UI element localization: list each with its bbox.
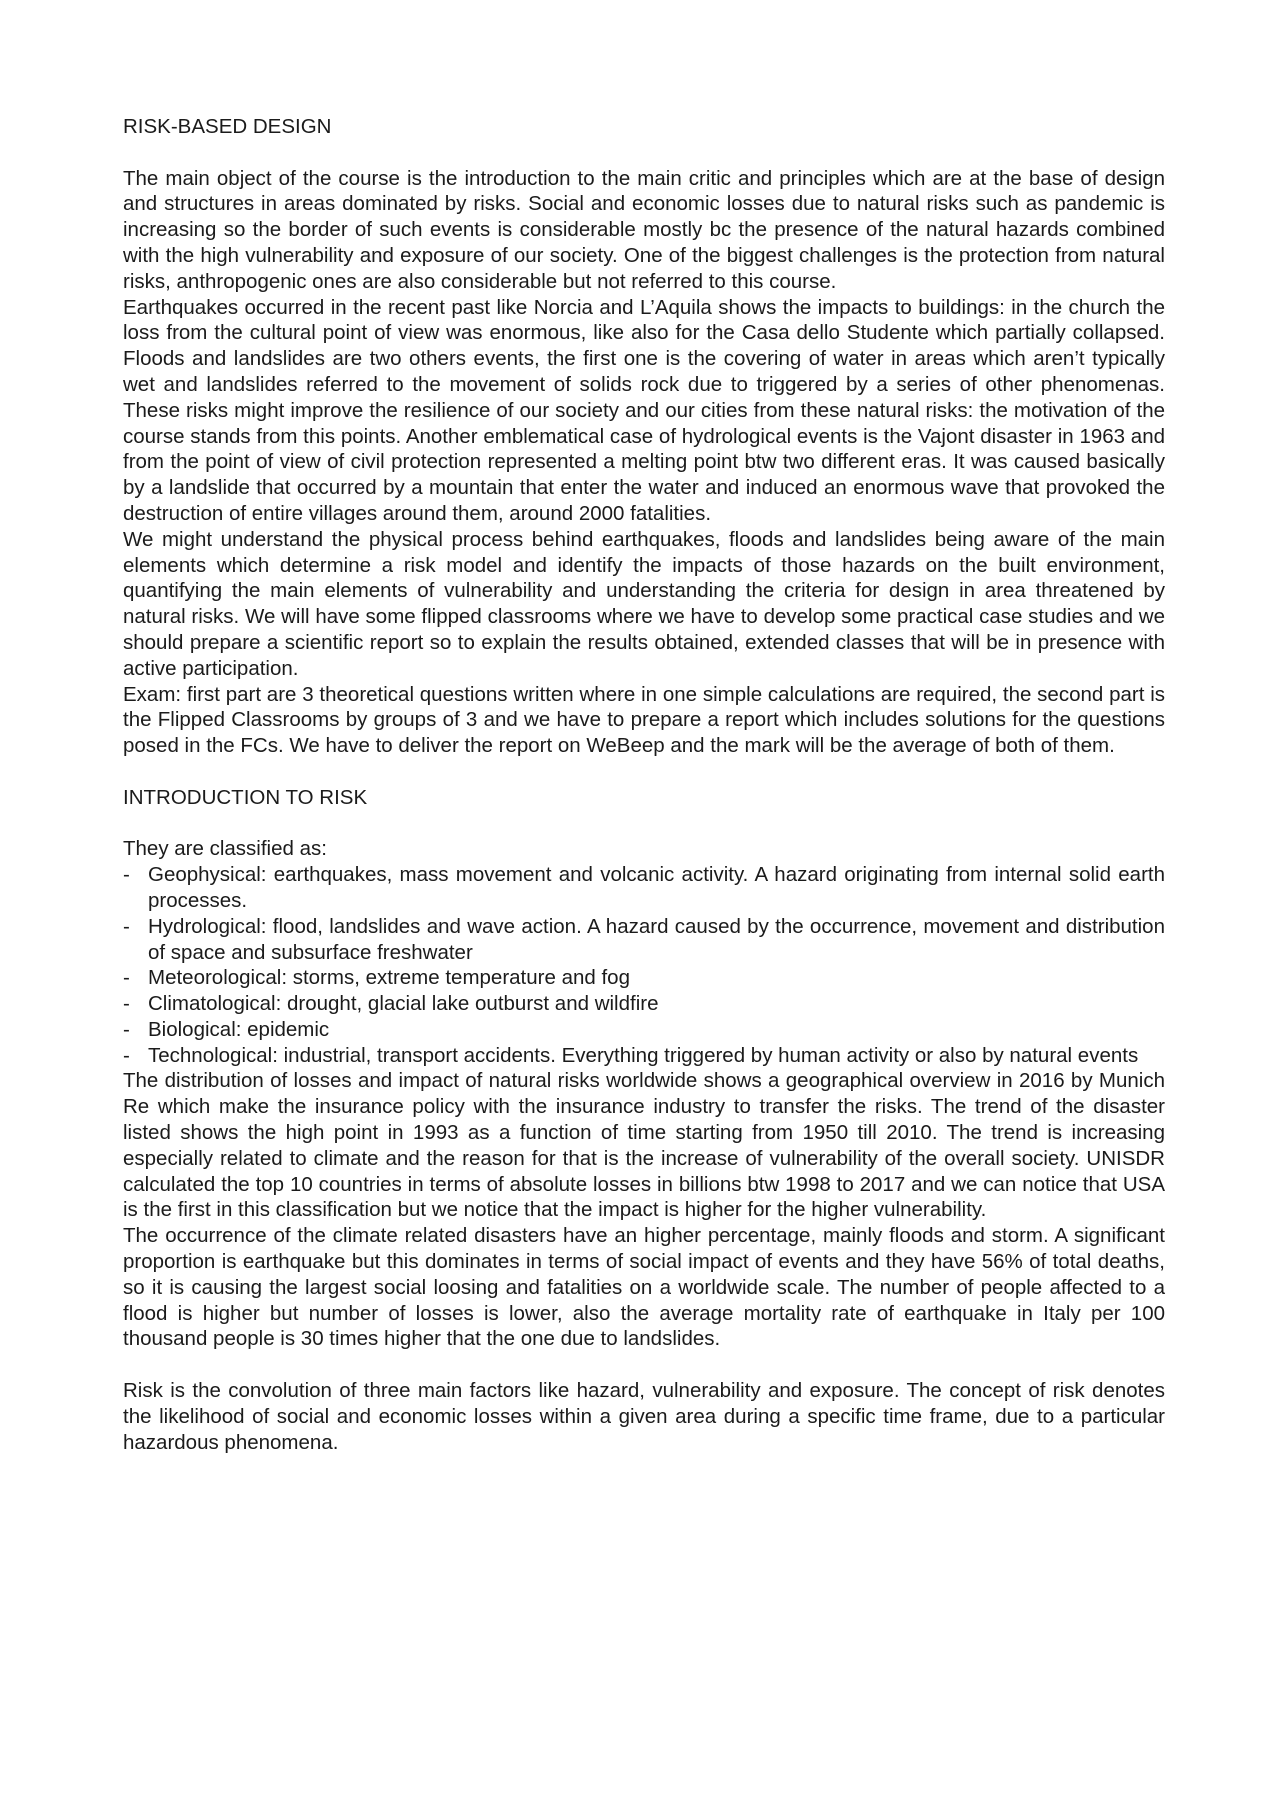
paragraph: Earthquakes occurred in the recent past like Norcia and L’Aquila shows the impacts to buildings: in the church the loss from the cultural point of view was enormous, like also for the Casa dello Studente which partially collapsed. Floods and landslides are two others events, the first one is the covering of water in areas which aren’t typically wet and landslides referred to the movement of solids rock due to triggered by a series of other phenomenas. These risks might improve the resilience of our society and our cities from these natural risks: the motivation of the course stands from this points. Another emblematical case of hydrological events is the Vajont disaster in 1963 and from the point of view of civil protection represented a melting point btw two different eras. It was caused basically by a landslide that occurred by a mountain that enter the water and induced an enormous wave that provoked the destruction of entire villages around them, around 2000 fatalities. — [123, 295, 1165, 525]
document-page — [123, 114, 1165, 1455]
list-item-text: Meteorological: storms, extreme temperature and fog — [148, 966, 630, 990]
list-item-text: Hydrological: flood, landslides and wave action. A hazard caused by the occurrence, movement and distribution of space and subsurface freshwater — [148, 914, 1165, 964]
list-item — [123, 991, 1165, 1017]
bullet-dash: - — [123, 863, 130, 887]
paragraph: We might understand the physical process behind earthquakes, floods and landslides being aware of the main elements which determine a risk model and identify the impacts of those hazards on the built environment, quantifying the main elements of vulnerability and understanding the criteria for design in area threatened by natural risks. We will have some flipped classrooms where we have to develop some practical case studies and we should prepare a scientific report so to explain the results obtained, extended classes that will be in presence with active participation. — [123, 527, 1165, 680]
list-item-text: Climatological: drought, glacial lake outburst and wildfire — [148, 992, 659, 1016]
paragraph: The main object of the course is the introduction to the main critic and principles which are at the base of design and structures in areas dominated by risks. Social and economic losses due to natural risks such as pandemic is increasing so the border of such events is considerable mostly bc the presence of the natural hazards combined with the high vulnerability and exposure of our society. One of the biggest challenges is the protection from natural risks, anthropogenic ones are also considerable but not referred to this course. — [123, 166, 1165, 293]
list-item — [123, 965, 1165, 991]
list-item-text: Biological: epidemic — [148, 1017, 330, 1041]
list-item-text: Geophysical: earthquakes, mass movement and volcanic activity. A hazard originating from internal solid earth processes. — [148, 863, 1165, 912]
bullet-dash: - — [123, 992, 130, 1016]
paragraph: The occurrence of the climate related disasters have an higher percentage, mainly floods and storm. A significant proportion is earthquake but this dominates in terms of social impact of events and they have 56% of total deaths, so it is causing the largest social loosing and fatalities on a worldwide scale. The number of people affected to a flood is higher but number of losses is lower, also the average mortality rate of earthquake in Italy per 100 thousand people is 30 times higher that the one due to landslides. — [123, 1224, 1165, 1351]
paragraph: The distribution of losses and impact of natural risks worldwide shows a geographical overview in 2016 by Munich Re which make the insurance policy with the insurance industry to transfer the risks. The trend of the disaster listed shows the high point in 1993 as a function of time starting from 1950 till 2010. The trend is increasing especially related to climate and the reason for that is the increase of vulnerability of the overall society. UNISDR calculated the top 10 countries in terms of absolute losses in billions btw 1998 to 2017 and we can notice that USA is the first in this classification but we notice that the impact is higher for the higher vulnerability. — [123, 1069, 1165, 1222]
list-item-text: Technological: industrial, transport accidents. Everything triggered by human activity or also by natural events — [148, 1043, 1139, 1067]
list-item — [123, 1017, 1165, 1043]
paragraph: Risk is the convolution of three main factors like hazard, vulnerability and exposure. The concept of risk denotes the likelihood of social and economic losses within a given area during a specific time frame, due to a particular hazardous phenomena. — [123, 1379, 1165, 1454]
list-item — [123, 862, 1165, 914]
section-heading-risk-based-design: RISK-BASED DESIGN — [123, 115, 332, 138]
hazard-classification-list — [123, 862, 1165, 1068]
bullet-dash: - — [123, 914, 130, 938]
list-intro: They are classified as: — [123, 837, 327, 861]
spacer — [123, 759, 1165, 785]
paragraph: Exam: first part are 3 theoretical questions written where in one simple calculations are required, the second part is the Flipped Classrooms by groups of 3 and we have to prepare a report which includes solutions for the questions posed in the FCs. We have to deliver the report on WeBeep and the mark will be the average of both of them. — [123, 682, 1165, 758]
bullet-dash: - — [123, 1043, 130, 1067]
list-item — [123, 914, 1165, 966]
section-heading-introduction-to-risk: INTRODUCTION TO RISK — [123, 785, 368, 809]
bullet-dash: - — [123, 966, 130, 990]
spacer — [123, 1352, 1165, 1378]
list-item — [123, 1043, 1165, 1069]
bullet-dash: - — [123, 1017, 130, 1041]
